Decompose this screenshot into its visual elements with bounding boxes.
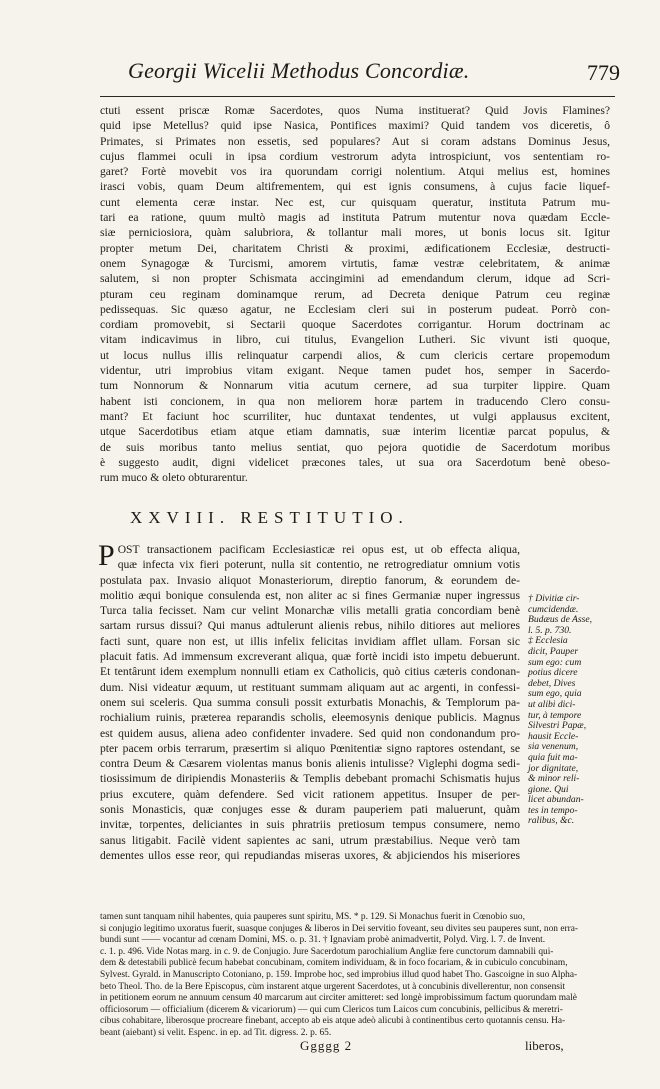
margin-note-line: dicit, Pauper	[528, 645, 579, 657]
margin-note-line: debet, Dives	[528, 677, 576, 689]
margin-note-line: quia fuit ma-	[528, 751, 578, 763]
margin-note-line: sum ego, quia	[528, 688, 582, 700]
footnote-line: beant (aiebant) si velit. Espenc. in ep. ad Tit. digress. 2. p. 65.	[100, 1027, 332, 1038]
text-line: quæ infecta vix fieri poterunt, nulla sit contentio, ne retrogrediatur omnium votis	[117, 558, 520, 572]
margin-note-line: sum ego: cum	[528, 656, 582, 668]
margin-note-line: hausit Eccle-	[528, 730, 579, 742]
section-heading: XXVIII. RESTITUTIO.	[130, 508, 409, 527]
text-line: facti sunt, quare non est, ut illis infelix felicitas invidiam afflet ullam. Forsan sic	[100, 634, 520, 648]
text-line: salutem, si non propter Schismata accingimini ad emendandum clerum, idque ad Scri-	[100, 272, 610, 286]
text-line: rochialium ruinis, præterea reparandis scholis, eleemosynis denique publicis. Magnus	[100, 711, 520, 725]
footnote-line: officiosorum — officialium (dicerem & vicariorum) — qui cum Clericos tum Laicos cum concubinis, pellicibus & meretri-	[100, 1004, 563, 1015]
text-line: mant? Et faciunt hoc scurriliter, huc duntaxat tendentes, ut vulgi applausus excitent,	[100, 409, 610, 423]
text-line: videntur, utri improbius vitam exigant. Neque tamen pudet hos, semper in Sacerdo-	[100, 364, 610, 378]
text-line: onem sui sceleris. Qua summa consuli possit exturbatis Monachis, & Templorum pa-	[100, 695, 520, 709]
margin-note-line: cumcidendæ.	[528, 603, 579, 615]
page-number: 779	[587, 60, 620, 85]
text-line: dementes ullos esse reor, qui repudiandas miseras uxores, & abjiciendos his miseriores	[100, 848, 520, 862]
text-line: est quidem ausus, aliena adeo confidenter invadere. Sed quid non condonandum pro-	[100, 726, 520, 740]
margin-note-line: sia venenum,	[528, 741, 579, 753]
text-line: sanus litigabit. Facilè vident sapientes ac sani, utrum præstabilius. Neque verò tam	[100, 833, 520, 847]
text-line: OST transactionem pacificam Ecclesiasticæ rei opus est, ut ob effecta aliqua,	[117, 543, 520, 556]
text-line: pter pacem orbis terrarum, præsertim si aliquo Pœnitentiæ signo raptores ostendant, se	[100, 741, 520, 755]
text-line: invitæ, torpentes, deliciantes in suis phratriis pretiosum tempus consumere, nemo	[100, 818, 520, 832]
running-title: Georgii Wicelii Methodus Concordiæ.	[128, 58, 470, 83]
text-line: propter metum Dei, charitatem Christi & proximi, ædificationem Ecclesiæ, destructi-	[100, 241, 610, 255]
text-line: ut locus nullus illis relinquatur carpendi alios, & cum clericis certare propemodum	[100, 348, 610, 362]
text-line: cujus flammei oculi in ipsa cordium vestrorum adyta introspiciunt, vos sententiam ro-	[100, 149, 610, 163]
margin-note-line: & minor reli-	[528, 773, 580, 785]
text-line: prius excutere, quàm defendere. Sed vicit rationem appetitus. Insuper de per-	[100, 787, 520, 801]
margin-note-line: Budæus de Asse,	[528, 614, 593, 626]
header-rule	[100, 96, 615, 97]
text-line: habent isti concionem, in qua non meliorem horæ partem in traducendo Clero consu-	[100, 394, 610, 408]
text-line: tum Nonnorum & Nonnarum vitia acutum cernere, ad sua turpiter lippire. Quam	[100, 379, 610, 393]
footnote-line: dem & detestabili publicè fecum habebat concubinam, comitem individuam, & in foco focariam, & in cubiculo concubinam,	[100, 958, 568, 969]
catchword: liberos,	[525, 1038, 564, 1053]
text-line: utque Sacerdotibus etiam atque etiam damnatis, suæ interim licentiæ parcat populus, &	[100, 425, 610, 439]
text-line: rum muco & oleto obturarentur.	[100, 471, 248, 485]
text-line: ctuti essent priscæ Romæ Sacerdotes, quos Numa instituerat? Quid Jovis Flamines?	[100, 104, 610, 117]
margin-note-line: Silvestri Papæ,	[528, 720, 587, 732]
footnotes	[100, 912, 640, 1040]
text-line: irasci vobis, quam Deum altifrementem, qui est ignis consumens, à cujus facie liquef-	[100, 180, 610, 194]
text-line: de suis moribus tanto melius sentiat, quo pejora quotidie de Sacerdotum moribus	[100, 440, 610, 454]
text-line: cunt elementa ceræ instar. Nec est, cur quisquam queratur, instituta Patrum mu-	[100, 195, 610, 209]
margin-note-line: ut alibi dici-	[528, 698, 576, 710]
text-line: postulata pax. Invasio aliquot Monasteriorum, direptio fanorum, & eorundem de-	[100, 573, 520, 587]
text-line: quid ipse Metellus? quid ipse Nasica, Pontifices maximi? Quid tandem vos diceretis, ô	[100, 119, 610, 133]
text-line: Et tentârunt idem exemplum nonnulli etiam ex Catholicis, quò citius cæteris condonan-	[100, 665, 520, 679]
margin-note-line: tes in tempo-	[528, 804, 578, 816]
margin-note-line: ‡ Ecclesia	[528, 635, 568, 647]
text-line: placuit fatis. Ad immensum excreverant aliqua, quæ fortè incidi isto impetu debuerunt.	[100, 650, 520, 664]
margin-note-line: potius dicere	[528, 667, 578, 679]
text-line: Turca talia fecisset. Nam cur velint Monarchæ vilis metalli gratia concordiam benè	[100, 604, 520, 618]
margin-note	[528, 594, 623, 827]
margin-note-line: licet abundan-	[528, 794, 584, 806]
footnote-line: Sylvest. Gyrald. in Manuscripto Cotoniano, p. 159. Improbe hoc, sed improbius illud quod habet Tho. Gascoigne in suo Alpha-	[100, 969, 578, 980]
text-line: garet? Fortè movebit vos ira quorundam corrigi nolentium. Atqui melius est, homines	[100, 165, 610, 179]
footnote-line: tamen sunt tanquam nihil habentes, quia pauperes sunt spiritu, MS. * p. 129. Si Monachus fuerit in Cœnobio suo,	[100, 912, 525, 922]
text-line: Primates, si Primates non essetis, sed populares? Aut si coram adstans Dominus Jesus,	[100, 134, 610, 148]
text-line: vitam indicavimus in libro, cui titulus, Evangelion Lutheri. Sic vivunt isti quoque,	[100, 333, 610, 347]
drop-cap: P	[98, 539, 115, 572]
margin-note-line: † Divitiæ cir-	[528, 593, 580, 604]
text-line: siæ perniciosiora, quàm salubriora, & tollantur mali mores, ut bonis locus sit. Igitur	[100, 226, 610, 240]
text-line: pturam ceu reginam dominamque rerum, ad Decreta denique Patrum ceu reginæ	[100, 287, 610, 301]
margin-note-line: ralibus, &c.	[528, 815, 575, 827]
text-line: cordiam promovebit, si Sectarii quoque Sacerdotes corrigantur. Horum doctrinam ac	[100, 318, 610, 332]
margin-note-line: tur, à tempore	[528, 709, 582, 721]
footnote-line: in petitionem eorum ne annuum censum 40 marcarum aut circiter amitteret: sed longè improbissimum factum quorundam malè	[100, 993, 577, 1004]
margin-note-line: l. 5. p. 730.	[528, 624, 572, 636]
signature-mark: Ggggg 2	[300, 1038, 353, 1053]
text-line: molitio æqui bonique consulenda est, non aliter ac si fines Germaniæ nuper ingressus	[100, 588, 520, 602]
text-line: contra Deum & Cæsarem violentas manus bonis alienis intulisse? Viglephi dogma sedi-	[100, 757, 520, 771]
margin-note-line: jor dignitate,	[528, 762, 579, 774]
main-paragraph	[100, 103, 610, 485]
text-line: è suggesto audit, digni videlicet præcones tales, ut sua ora Sacerdotum benè obeso-	[100, 455, 610, 469]
text-line: tiosissimum de diripiendis Monasteriis & Templis debebant promachi Schismatis hujus	[100, 772, 520, 786]
footnote-line: beto Theol. Tho. de la Bere Episcopus, cùm instarent atque urgerent Sacerdotes, ut à concubinis divellerentur, non consensit	[100, 981, 566, 992]
text-line: pedissequas. Sic quæso agatur, ne Ecclesiam cleri sui in posterum pudeat. Porrò con-	[100, 302, 610, 316]
text-line: onem Synagogæ & Turcismi, amorem virtutis, famæ vestræ celebritatem, & animæ	[100, 256, 610, 270]
text-line: tari ea ratione, quum multò magis ad instituta Patrum mutentur nova quædam Eccle-	[100, 211, 610, 225]
text-line: sonis Monasticis, quæ conjuges esse & duram pauperiem pati maluerunt, quàm	[100, 803, 520, 817]
margin-note-line: gione. Qui	[528, 783, 569, 795]
footnote-line: cibus cohabitare, liberosque procreare finebant, accepto ab eis atque adeò alicubi à continentibus certo quotannis censu. Ha-	[100, 1016, 566, 1027]
footnote-line: bundi sunt —— vocantur ad cœnam Domini, MS. o. p. 31. † Ignaviam probè animadvertit, Polyd. Virg. l. 7. de Invent.	[100, 935, 546, 946]
text-line: sartam rursus dissui? Qui manus adtulerunt alienis rebus, nihilo ditiores aut meliores	[100, 619, 520, 633]
footnote-line: c. 1. p. 496. Vide Notas marg. in c. 9. de Conjugio. Jure Sacerdotum parochialium Angliæ fere cunctorum damnabili qui-	[100, 946, 554, 957]
text-line: dum. Nisi videatur æquum, ut restituant summam aliquam aut ac argenti, in confessi-	[100, 680, 520, 694]
footnote-line: si conjugio legitimo uxoratus fuerit, suasque conjuges & liberos in Dei servitio foveant, seu divites seu pauperes sunt, non erra-	[100, 923, 579, 934]
restitutio-paragraph	[98, 539, 520, 863]
page-header	[100, 54, 620, 94]
